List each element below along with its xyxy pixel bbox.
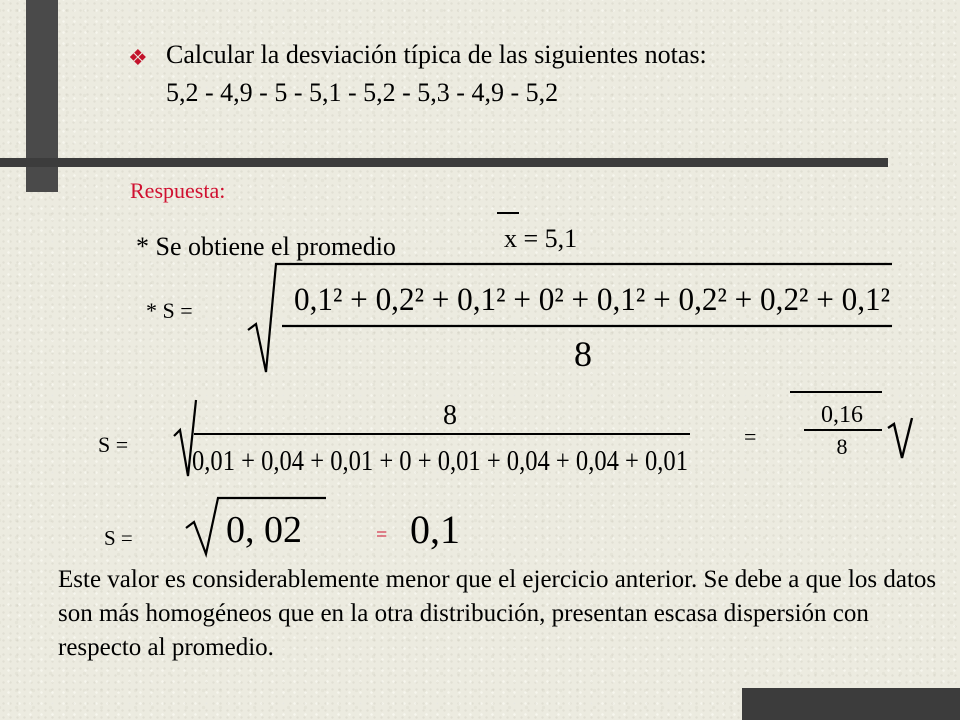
- step-mean-label: * Se obtiene el promedio: [136, 232, 396, 261]
- eq2-numerator: 8: [443, 400, 457, 431]
- sqrt-value: 0, 02: [226, 509, 302, 551]
- variance-result-fraction: [790, 388, 920, 464]
- sqrt-value-expression: [184, 494, 334, 560]
- decorative-corner-bar: [742, 688, 960, 720]
- problem-instruction: Calcular la desviación típica de las siguientes notas:: [166, 40, 707, 69]
- answer-heading: Respuesta:: [130, 178, 226, 203]
- formula-sqrt-sign: [248, 264, 892, 372]
- mean-overbar: [497, 212, 519, 214]
- std-dev-formula: [240, 258, 900, 378]
- equals-sign: =: [744, 424, 757, 449]
- mean-expression: x = 5,1: [504, 224, 578, 253]
- eq2-denominator: 0,01 + 0,04 + 0,01 + 0 + 0,01 + 0,04 + 0,04 + 0,01: [192, 445, 688, 477]
- formula-numerator: 0,1² + 0,2² + 0,1² + 0² + 0,1² + 0,2² + 0,2² + 0,1²: [294, 282, 891, 318]
- eq3-numerator: 0,16: [821, 402, 863, 428]
- conclusion-text: Este valor es considerablemente menor que el ejercicio anterior. Se debe a que los datos son más homogéneos que en la otra distribución, presentan escasa dispersión con respecto al promedio.: [58, 566, 937, 661]
- formula-denominator: 8: [574, 334, 592, 374]
- eq3-root-stroke: [888, 418, 912, 458]
- equals-sign-2: =: [376, 524, 388, 546]
- diamond-bullet-icon: ❖: [128, 46, 148, 71]
- eq3-denominator: 8: [836, 434, 848, 459]
- s-label-2: S =: [98, 432, 129, 457]
- step-s-label: * S =: [146, 298, 193, 323]
- problem-values: 5,2 - 4,9 - 5 - 5,1 - 5,2 - 5,3 - 4,9 - 5,2: [166, 78, 559, 107]
- final-result: 0,1: [410, 507, 460, 552]
- variance-fraction: [168, 396, 708, 480]
- decorative-horizontal-bar: [0, 158, 888, 167]
- s-label-3: S =: [104, 526, 133, 550]
